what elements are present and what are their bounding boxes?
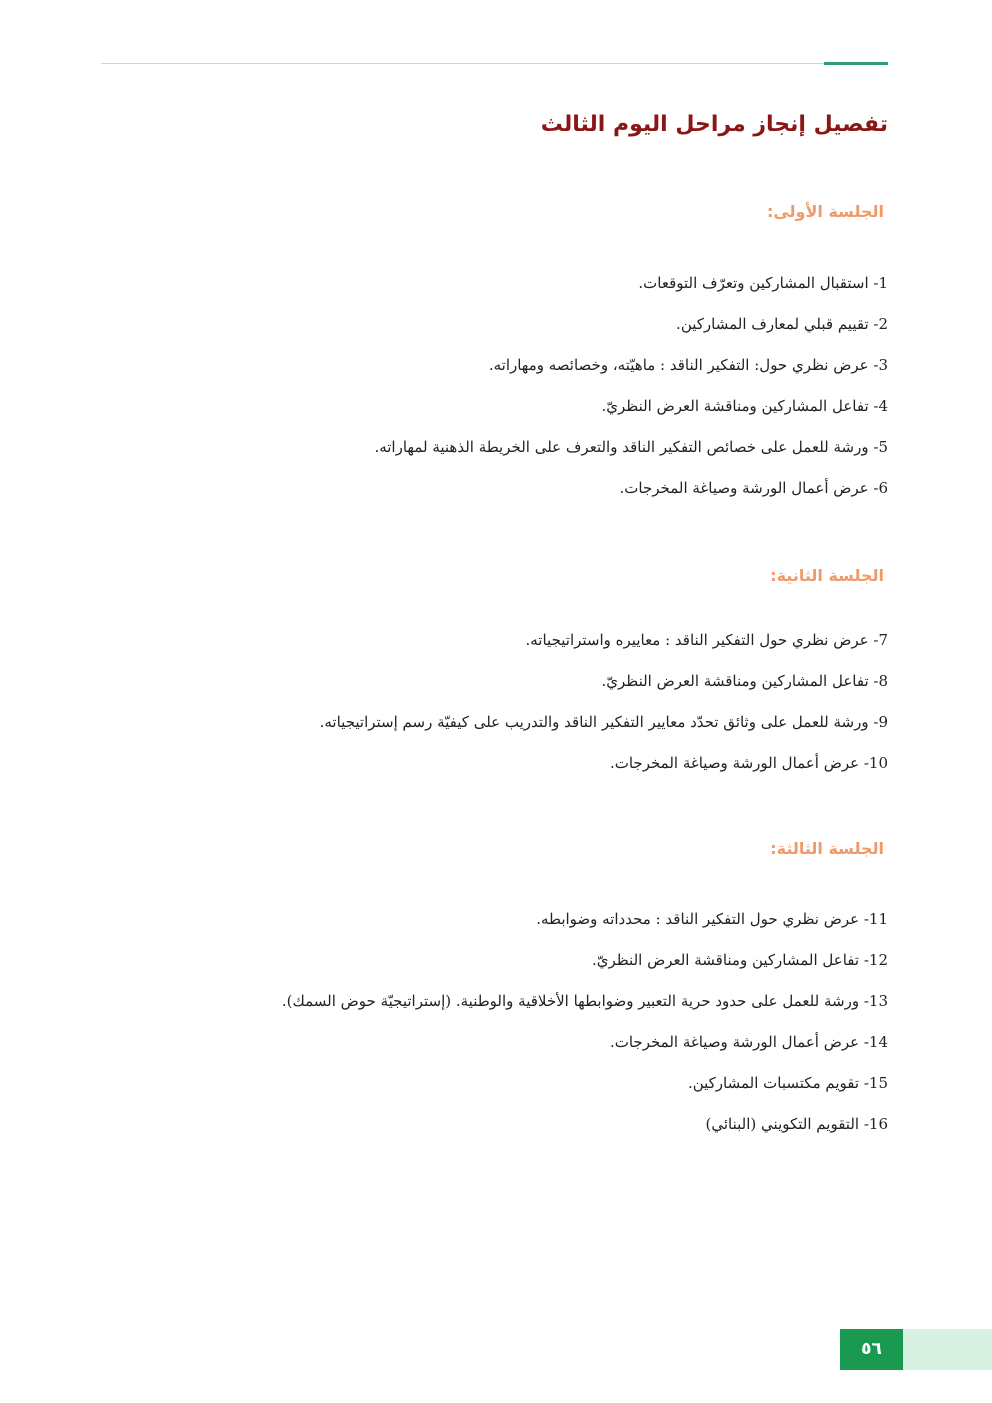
page-title: تفصيل إنجاز مراحل اليوم الثالث	[540, 112, 888, 137]
session-1-heading: الجلسة الأولى:	[766, 202, 884, 221]
list-item: 7- عرض نظري حول التفكير الناقد : معاييره واستراتيجياته.	[525, 631, 888, 649]
list-item: 15- تقويم مكتسبات المشاركين.	[687, 1074, 888, 1092]
session-3-list	[282, 907, 888, 1153]
list-item: 11- عرض نظري حول التفكير الناقد : محدداته وضوابطه.	[536, 910, 888, 928]
session-3-heading: الجلسة الثالثة:	[770, 839, 884, 858]
list-item: 2- تقييم قبلي لمعارف المشاركين.	[676, 315, 888, 333]
session-2-list	[320, 628, 888, 792]
list-item: 3- عرض نظري حول: التفكير الناقد : ماهيّته، وخصائصه ومهاراته.	[488, 356, 888, 374]
list-item: 8- تفاعل المشاركين ومناقشة العرض النظريّ.	[601, 672, 888, 690]
session-2-heading: الجلسة الثانية:	[770, 566, 884, 585]
list-item: 1- استقبال المشاركين وتعرّف التوقعات.	[638, 274, 888, 292]
list-item: 13- ورشة للعمل على حدود حرية التعبير وضوابطها الأخلاقية والوطنية. (إستراتيجيّة حوض السمك).	[281, 992, 888, 1010]
list-item: 14- عرض أعمال الورشة وصياغة المخرجات.	[609, 1033, 888, 1051]
list-item: 6- عرض أعمال الورشة وصياغة المخرجات.	[619, 479, 888, 497]
list-item: 5- ورشة للعمل على خصائص التفكير الناقد والتعرف على الخريطة الذهنية لمهاراته.	[374, 438, 888, 456]
list-item: 16- التقويم التكويني (البنائي)	[705, 1115, 888, 1133]
list-item: 12- تفاعل المشاركين ومناقشة العرض النظريّ.	[591, 951, 888, 969]
session-1-list	[374, 271, 888, 517]
list-item: 9- ورشة للعمل على وثائق تحدّد معايير التفكير الناقد والتدريب على كيفيّة رسم إستراتيجياته.	[319, 713, 888, 731]
page-number: ٥٦	[840, 1329, 903, 1370]
list-item: 4- تفاعل المشاركين ومناقشة العرض النظريّ.	[601, 397, 888, 415]
list-item: 10- عرض أعمال الورشة وصياغة المخرجات.	[609, 754, 888, 772]
header-accent-bar	[824, 62, 888, 65]
page-number-strip	[903, 1329, 992, 1370]
header-rule	[101, 63, 888, 64]
